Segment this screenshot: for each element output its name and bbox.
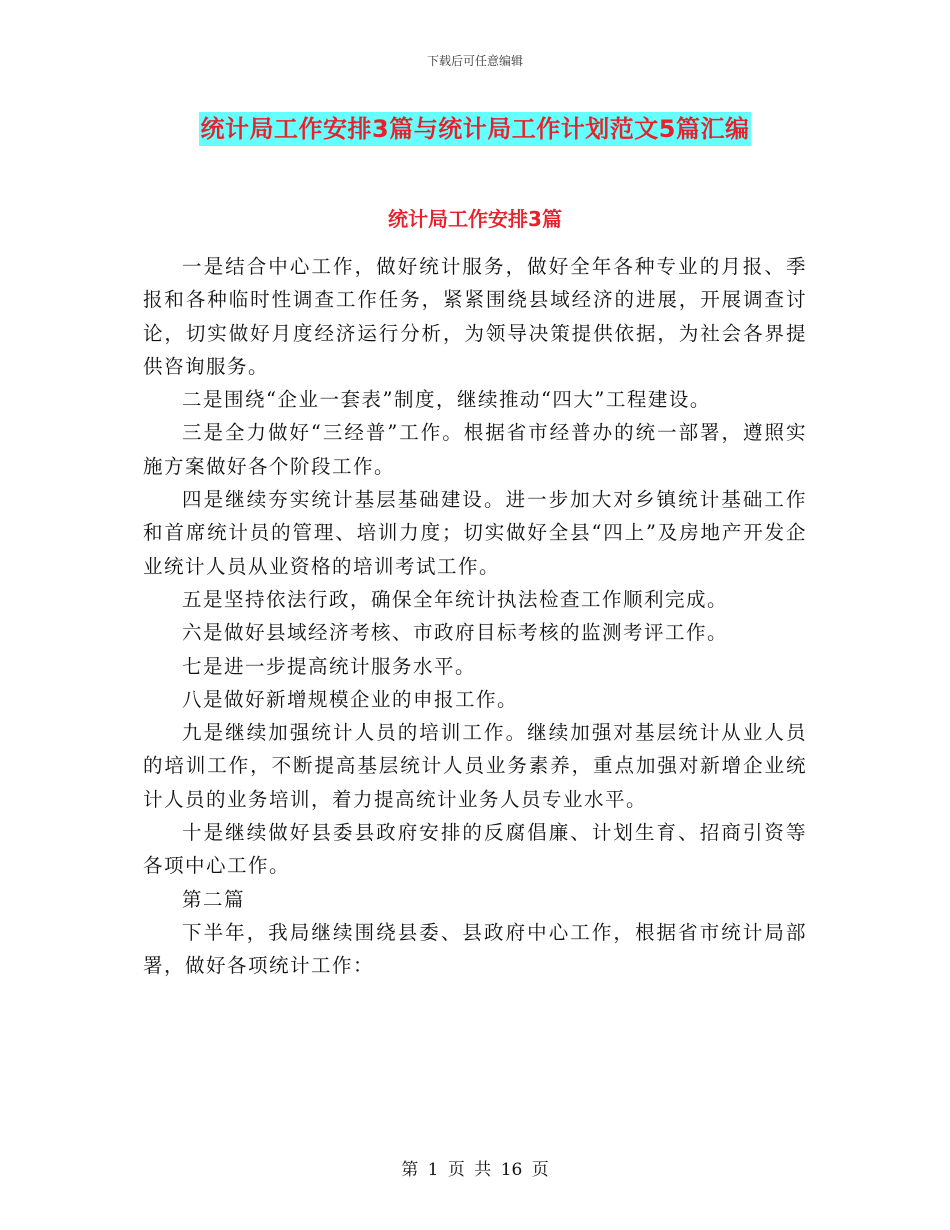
section-title: 统计局工作安排3篇 <box>388 207 562 231</box>
document-body <box>143 250 807 983</box>
main-title-wrap <box>0 112 950 146</box>
paragraph: 八是做好新增规模企业的申报工作。 <box>182 687 519 711</box>
paragraph: 第二篇 <box>182 887 246 911</box>
page-footer: 第 1 页 共 16 页 <box>401 1160 549 1180</box>
paragraph: 四是继续夯实统计基层基础建设。进一步加大对乡镇统计基础工作和首席统计员的管理、培训力度；切实做好全县“四上”及房地产开发企业统计人员从业资格的培训考试工作。 <box>143 488 807 578</box>
header-note: 下载后可任意编辑 <box>426 54 523 68</box>
paragraph: 九是继续加强统计人员的培训工作。继续加强对基层统计从业人员的培训工作，不断提高基层统计人员业务素养，重点加强对新增企业统计人员的业务培训，着力提高统计业务人员专业水平。 <box>143 721 807 811</box>
main-title: 统计局工作安排3篇与统计局工作计划范文5篇汇编 <box>199 112 752 146</box>
paragraph: 六是做好县域经济考核、市政府目标考核的监测考评工作。 <box>182 621 729 645</box>
paragraph: 下半年，我局继续围绕县委、县政府中心工作，根据省市统计局部署，做好各项统计工作： <box>143 920 807 978</box>
paragraph: 十是继续做好县委县政府安排的反腐倡廉、计划生育、招商引资等各项中心工作。 <box>143 821 807 878</box>
paragraph: 七是进一步提高统计服务水平。 <box>182 654 477 678</box>
paragraph: 三是全力做好“三经普”工作。根据省市经普办的统一部署，遵照实施方案做好各个阶段工作。 <box>143 421 807 478</box>
paragraph: 二是围绕“企业一套表”制度，继续推动“四大”工程建设。 <box>182 388 711 412</box>
paragraph: 五是坚持依法行政，确保全年统计执法检查工作顺利完成。 <box>182 587 729 611</box>
paragraph: 一是结合中心工作，做好统计服务，做好全年各种专业的月报、季报和各种临时性调查工作任务，紧紧围绕县域经济的进展，开展调查讨论，切实做好月度经济运行分析，为领导决策提供依据，为社会各界提供咨询服务。 <box>143 255 807 378</box>
